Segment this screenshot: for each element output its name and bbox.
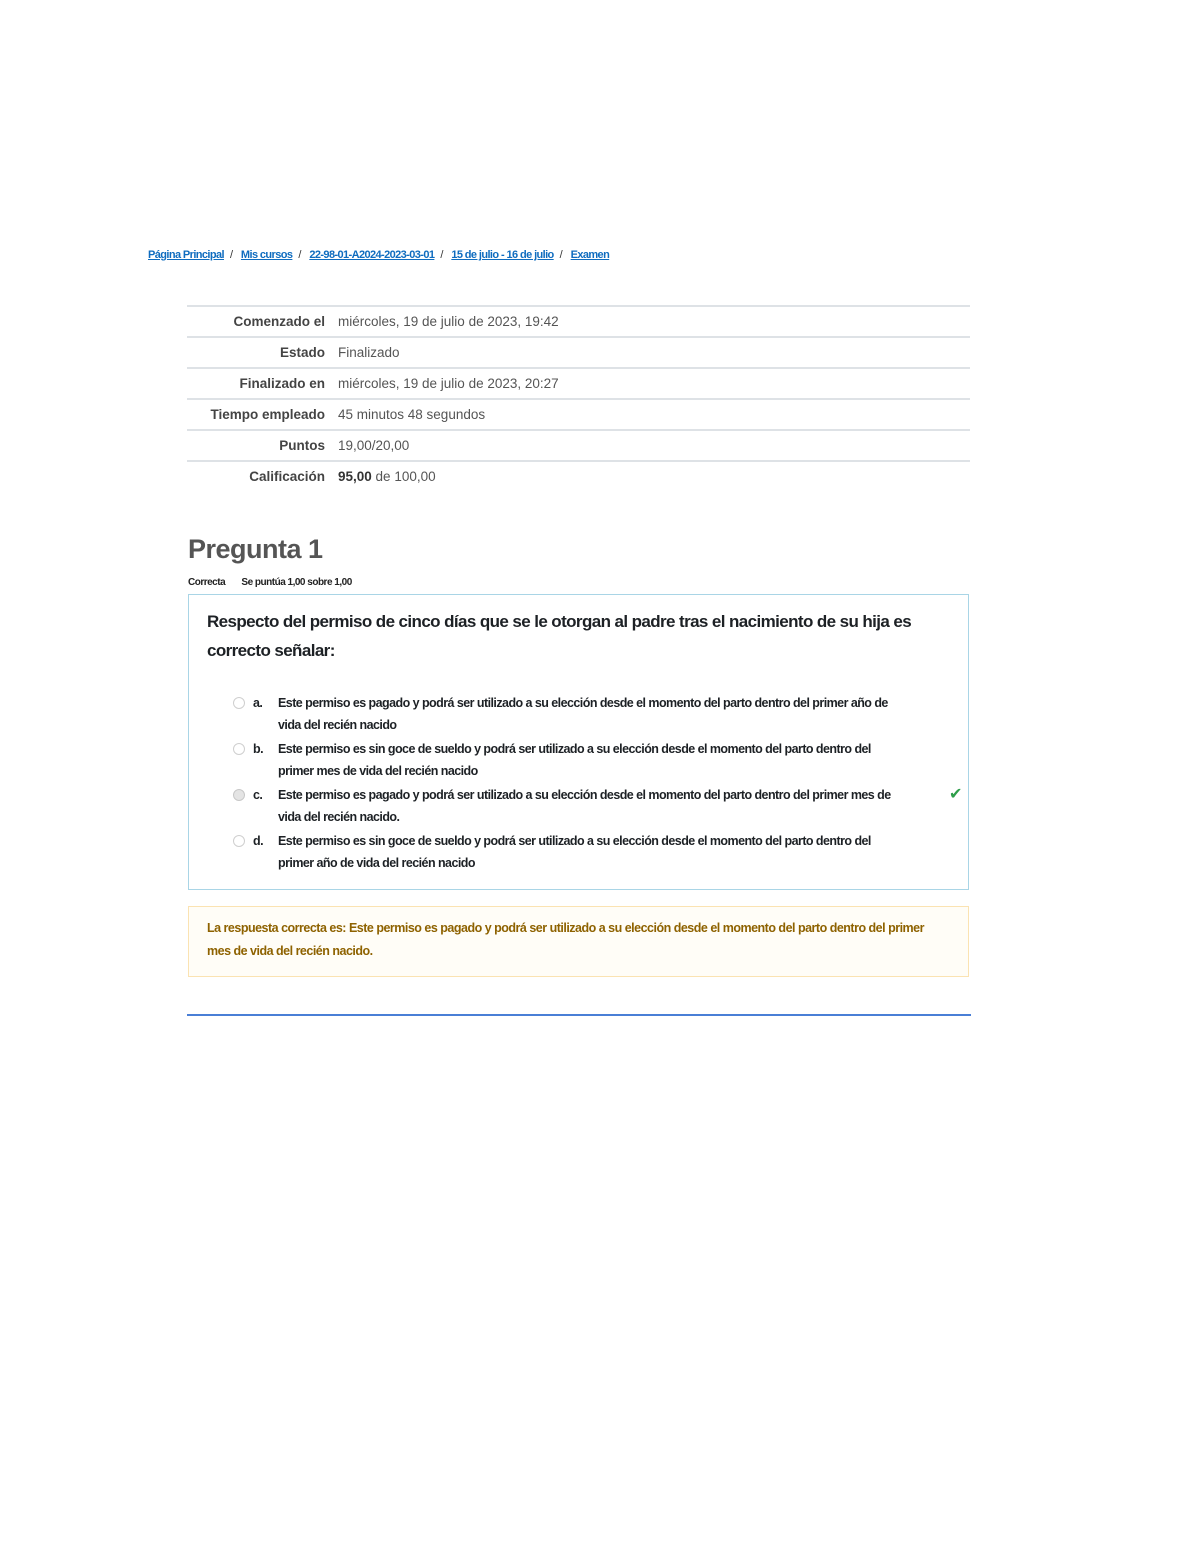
grade-max: de 100,00 <box>371 469 436 484</box>
summary-label: Tiempo empleado <box>210 407 325 422</box>
answer-letter: b. <box>253 742 264 756</box>
breadcrumb-separator: / <box>559 249 563 261</box>
breadcrumb-section-link[interactable]: 15 de julio - 16 de julio <box>451 249 554 261</box>
summary-row-started <box>187 306 970 337</box>
summary-value <box>338 461 970 491</box>
answer-option-b[interactable] <box>207 738 898 782</box>
attempt-summary-table <box>187 305 970 491</box>
breadcrumb <box>148 249 609 261</box>
breadcrumb-separator: / <box>440 249 443 261</box>
radio-icon[interactable] <box>233 835 245 847</box>
divider <box>187 1014 971 1016</box>
summary-row-finished <box>187 368 970 399</box>
check-icon: ✔ <box>949 786 962 803</box>
answer-letter: d. <box>253 834 264 848</box>
breadcrumb-separator: / <box>229 249 233 261</box>
question-text: Respecto del permiso de cinco días que se le otorgan al padre tras el nacimiento de su hija es correcto señalar: <box>207 612 912 660</box>
answer-option-c[interactable] <box>207 784 962 828</box>
breadcrumb-exam-link[interactable]: Examen <box>570 249 610 261</box>
summary-value: 45 minutos 48 segundos <box>338 407 486 422</box>
question-title: Pregunta 1 <box>188 534 323 564</box>
radio-icon[interactable] <box>233 789 245 801</box>
answer-letter: a. <box>253 696 263 710</box>
answer-letter: c. <box>253 788 263 802</box>
summary-label: Calificación <box>249 469 325 484</box>
summary-row-time-taken <box>187 399 970 430</box>
question-grade: Se puntúa 1,00 sobre 1,00 <box>241 577 352 588</box>
answer-text: Este permiso es pagado y podrá ser utilizado a su elección desde el momento del parto dentro del primer año de vida del recién nacido <box>278 696 888 732</box>
question-info <box>188 577 352 588</box>
breadcrumb-separator: / <box>298 249 301 261</box>
summary-label: Comenzado el <box>233 314 325 329</box>
answer-text: Este permiso es sin goce de sueldo y podrá ser utilizado a su elección desde el momento del parto dentro del primer mes de vida del recién nacido <box>278 742 871 778</box>
answer-text: Este permiso es pagado y podrá ser utilizado a su elección desde el momento del parto dentro del primer mes de vida del recién nacido. <box>278 788 891 824</box>
summary-value: miércoles, 19 de julio de 2023, 19:42 <box>338 314 559 329</box>
answer-list <box>207 692 962 874</box>
correct-answer-feedback: La respuesta correcta es: Este permiso es pagado y podrá ser utilizado a su elección desde el momento del parto dentro del primer mes de vida del recién nacido. <box>188 906 969 977</box>
radio-icon[interactable] <box>233 743 245 755</box>
summary-label: Estado <box>279 345 325 360</box>
summary-row-grade <box>187 461 970 491</box>
summary-row-state <box>187 337 970 368</box>
breadcrumb-home-link[interactable]: Página Principal <box>148 249 224 261</box>
summary-row-points <box>187 430 970 461</box>
answer-option-a[interactable] <box>207 692 898 736</box>
answer-option-d[interactable] <box>207 830 898 874</box>
summary-label: Puntos <box>279 438 325 453</box>
summary-value: 19,00/20,00 <box>338 438 410 453</box>
answer-text: Este permiso es sin goce de sueldo y podrá ser utilizado a su elección desde el momento del parto dentro del primer año de vida del recién nacido <box>278 834 871 870</box>
summary-label: Finalizado en <box>239 376 325 391</box>
grade-value: 95,00 <box>338 469 372 484</box>
question-formulation <box>188 594 969 890</box>
breadcrumb-course-link[interactable]: 22-98-01-A2024-2023-03-01 <box>309 249 435 261</box>
question-state: Correcta <box>188 577 226 588</box>
summary-value: miércoles, 19 de julio de 2023, 20:27 <box>338 376 559 391</box>
radio-icon[interactable] <box>233 697 245 709</box>
summary-value: Finalizado <box>338 345 400 360</box>
breadcrumb-my-courses-link[interactable]: Mis cursos <box>240 249 293 261</box>
